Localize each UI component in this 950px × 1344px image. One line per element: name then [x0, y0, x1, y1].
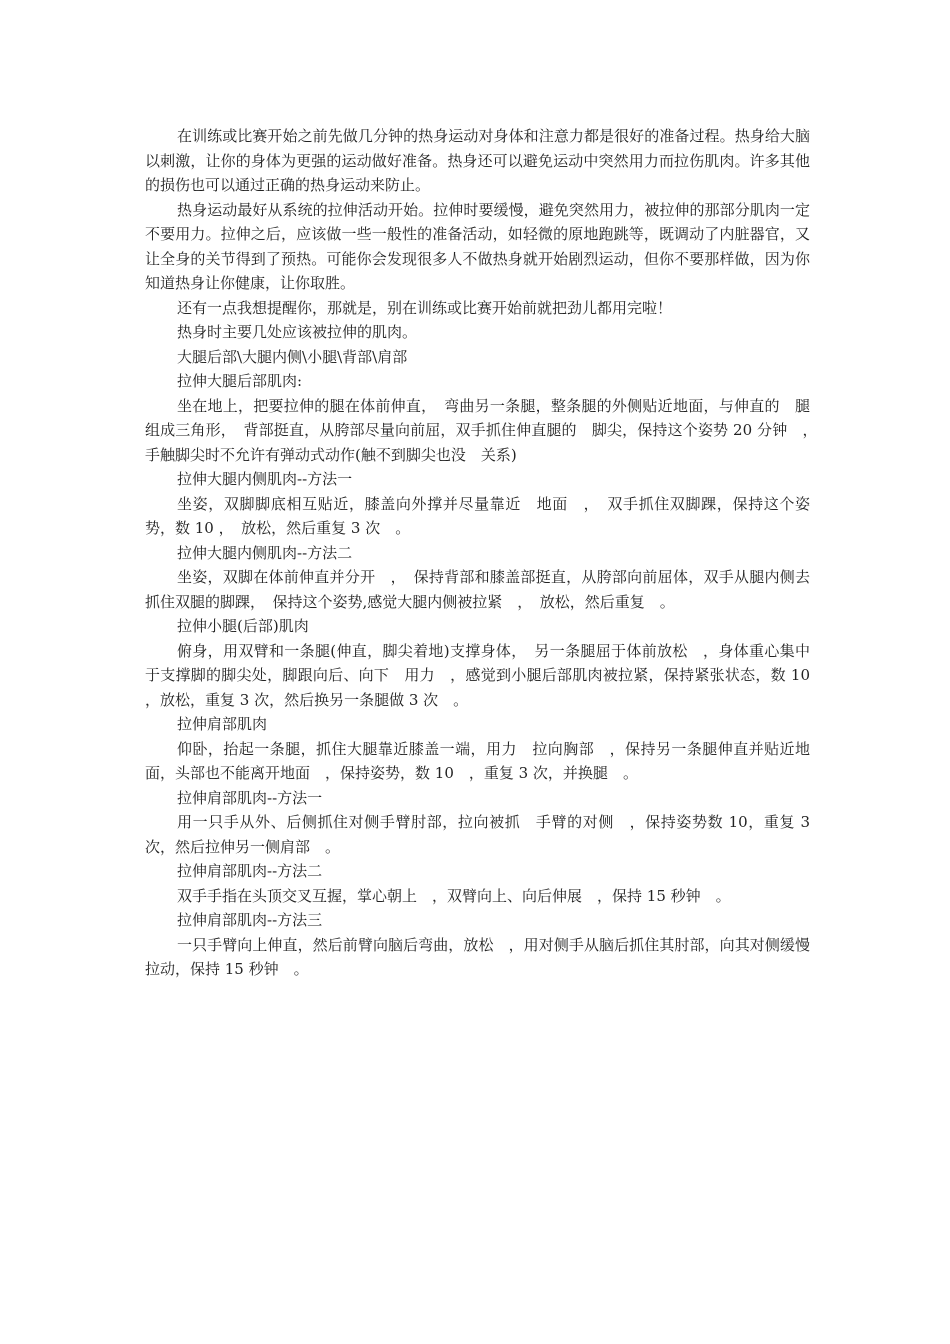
heading-calf: 拉伸小腿(后部)肌肉	[177, 617, 309, 635]
paragraph-stretching-advice: 热身运动最好从系统的拉伸活动开始。拉伸时要缓慢，避免突然用力，被拉伸的那部分肌肉一定不要用力。拉伸之后，应该做一些一般性的准备活动，如轻微的原地跑跳等，既调动了内脏器官，又让全身的关节得到了预热。可能你会发现很多人不做热身就开始剧烈运动，但你不要那样做，因为你知道热身让你健康，让你取胜。	[145, 200, 810, 292]
heading-inner-thigh-1: 拉伸大腿内侧肌肉--方法一	[177, 470, 353, 488]
paragraph-reminder: 还有一点我想提醒你，那就是，别在训练或比赛开始前就把劲儿都用完啦！	[177, 298, 673, 317]
heading-shoulder: 拉伸肩部肌肉	[177, 715, 268, 733]
document-body	[145, 124, 826, 982]
paragraph-shoulder-1: 用一只手从外、后侧抓住对侧手臂肘部，拉向被抓 手臂的对侧 ，保持姿势数 10，重复 3 次，然后拉伸另一侧肩部 。	[145, 813, 815, 856]
muscle-list: 大腿后部\大腿内侧\小腿\背部\肩部	[177, 347, 408, 366]
paragraph-intro: 在训练或比赛开始之前先做几分钟的热身运动对身体和注意力都是很好的准备过程。热身给大脑以刺激，让你的身体为更强的运动做好准备。热身还可以避免运动中突然用力而拉伤肌肉。许多其他的损伤也可以通过正确的热身运动来防止。	[145, 127, 810, 194]
paragraph-shoulder-2: 双手手指在头顶交叉互握，掌心朝上 ，双臂向上、向后伸展 ，保持 15 秒钟 。	[177, 886, 731, 905]
paragraph-inner-thigh-1: 坐姿，双脚脚底相互贴近，膝盖向外撑并尽量靠近 地面 ， 双手抓住双脚踝，保持这个姿势，数 10 ， 放松，然后重复 3 次 。	[145, 494, 810, 537]
heading-shoulder-1: 拉伸肩部肌肉--方法一	[177, 788, 323, 807]
heading-hamstring: 拉伸大腿后部肌肉:	[177, 372, 303, 390]
heading-shoulder-3: 拉伸肩部肌肉--方法三	[177, 911, 323, 929]
paragraph-calf: 俯身，用双臂和一条腿(伸直，脚尖着地)支撑身体， 另一条腿屈于体前放松 ，身体重心集中于支撑脚的脚尖处，脚跟向后、向下 用力 ，感觉到小腿后部肌肉被拉紧，保持紧张状态，数 10 ，放松，重复 3 次，然后换另一条腿做 3 次 。	[145, 641, 826, 709]
paragraph-hamstring: 坐在地上，把要拉伸的腿在体前伸直， 弯曲另一条腿，整条腿的外侧贴近地面，与伸直的 腿组成三角形， 背部挺直，从胯部尽量向前屈，双手抓住伸直腿的 脚尖，保持这个姿势 20 分钟 ， 手触脚尖时不允许有弹动式动作(触不到脚尖也没 关系)	[145, 396, 826, 464]
paragraph-shoulder: 仰卧，抬起一条腿，抓住大腿靠近膝盖一端，用力 拉向胸部 ，保持另一条腿伸直并贴近地面，头部也不能离开地面 ，保持姿势，数 10 ，重复 3 次，并换腿 。	[145, 739, 810, 782]
heading-inner-thigh-2: 拉伸大腿内侧肌肉--方法二	[177, 543, 353, 562]
paragraph-shoulder-3: 一只手臂向上伸直，然后前臂向脑后弯曲，放松 ，用对侧手从脑后抓住其肘部，向其对侧缓慢拉动，保持 15 秒钟 。	[145, 935, 810, 978]
paragraph-inner-thigh-2: 坐姿，双脚在体前伸直并分开 ， 保持背部和膝盖部挺直，从胯部向前屈体，双手从腿内侧去抓住双腿的脚踝， 保持这个姿势,感觉大腿内侧被拉紧 ， 放松，然后重复 。	[145, 568, 810, 611]
heading-shoulder-2: 拉伸肩部肌肉--方法二	[177, 862, 323, 880]
paragraph-muscles-intro: 热身时主要几处应该被拉伸的肌肉。	[177, 323, 418, 341]
